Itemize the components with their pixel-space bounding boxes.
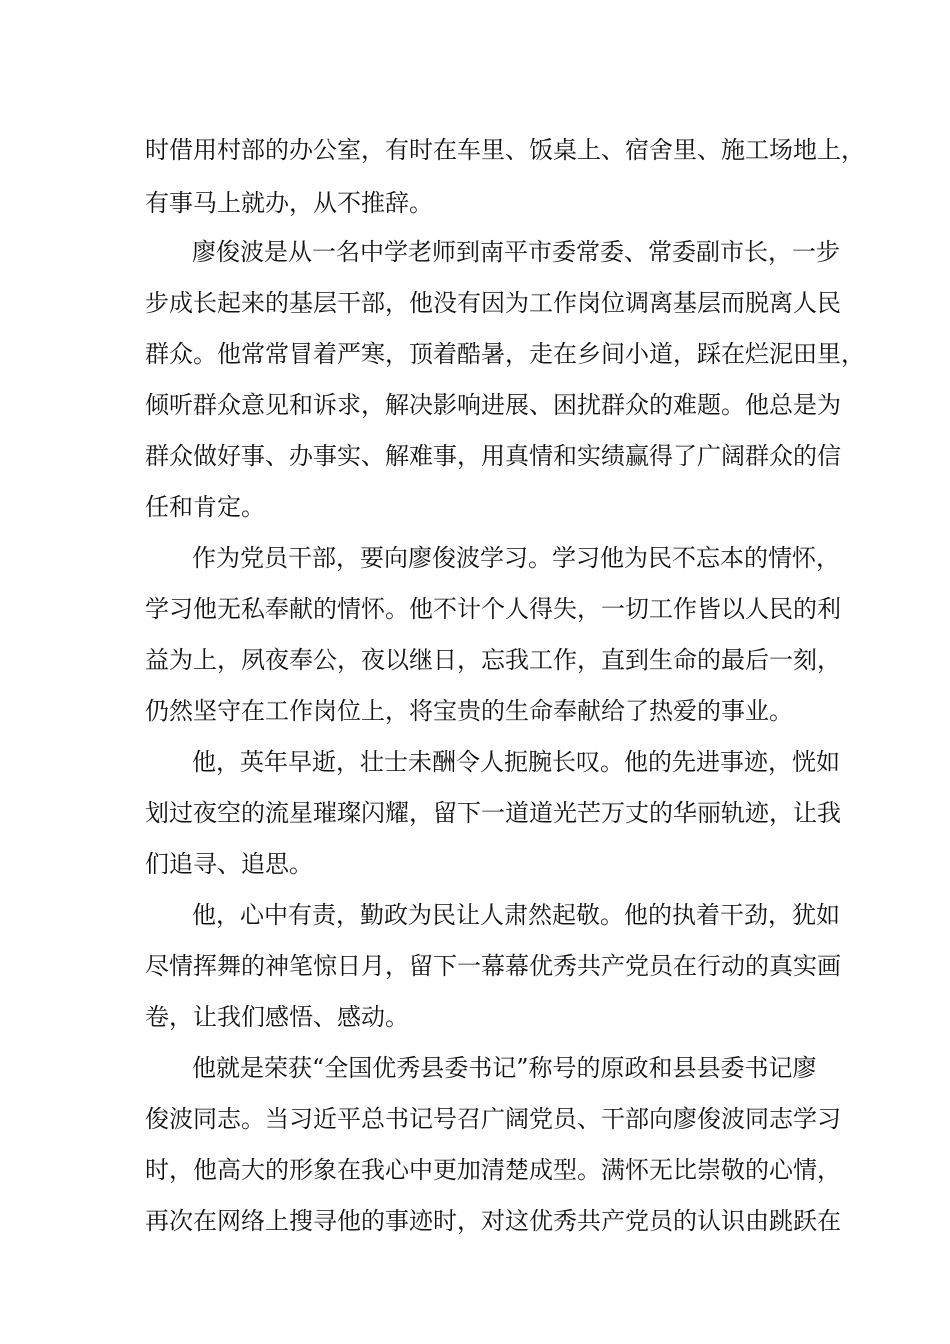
- text-line: 时借用村部的办公室，有时在车里、饭桌上、宿舍里、施工场地上，: [145, 136, 865, 164]
- text-line: 群众做好事、办事实、解难事，用真情和实绩赢得了广阔群众的信: [145, 442, 841, 470]
- text-line: 划过夜空的流星璀璨闪耀，留下一道道光芒万丈的华丽轨迹，让我: [145, 799, 841, 827]
- paragraph-first-line: 他，心中有责，勤政为民让人肃然起敬。他的执着干劲，犹如: [192, 901, 840, 929]
- text-line: 步成长起来的基层干部，他没有因为工作岗位调离基层而脱离人民: [145, 289, 841, 317]
- text-line: 们追寻、追思。: [145, 850, 313, 878]
- text-line: 益为上，夙夜奉公，夜以继日，忘我工作，直到生命的最后一刻，: [145, 646, 841, 674]
- text-line: 任和肯定。: [145, 493, 265, 521]
- text-line: 倾听群众意见和诉求，解决影响进展、困扰群众的难题。他总是为: [145, 391, 841, 419]
- text-line: 卷，让我们感悟、感动。: [145, 1003, 409, 1031]
- text-line: 学习他无私奉献的情怀。他不计个人得失，一切工作皆以人民的利: [145, 595, 841, 623]
- paragraph-first-line: 作为党员干部，要向廖俊波学习。学习他为民不忘本的情怀，: [192, 544, 840, 572]
- text-line: 有事马上就办，从不推辞。: [145, 189, 433, 217]
- text-line: 尽情挥舞的神笔惊日月，留下一幕幕优秀共产党员在行动的真实画: [145, 952, 841, 980]
- text-line: 时，他高大的形象在我心中更加清楚成型。满怀无比崇敬的心情，: [145, 1156, 841, 1184]
- text-line: 俊波同志。当习近平总书记号召广阔党员、干部向廖俊波同志学习: [145, 1105, 841, 1133]
- paragraph-first-line: 廖俊波是从一名中学老师到南平市委常委、常委副市长，一步: [192, 238, 840, 266]
- text-line: 再次在网络上搜寻他的事迹时，对这优秀共产党员的认识由跳跃在: [145, 1207, 841, 1235]
- paragraph-first-line: 他，英年早逝，壮士未酬令人扼腕长叹。他的先进事迹，恍如: [192, 748, 840, 776]
- text-line: 仍然坚守在工作岗位上，将宝贵的生命奉献给了热爱的事业。: [145, 697, 793, 725]
- text-line: 群众。他常常冒着严寒，顶着酷暑，走在乡间小道，踩在烂泥田里，: [145, 340, 865, 368]
- paragraph-first-line: 他就是荣获“全国优秀县委书记”称号的原政和县县委书记廖: [192, 1054, 817, 1082]
